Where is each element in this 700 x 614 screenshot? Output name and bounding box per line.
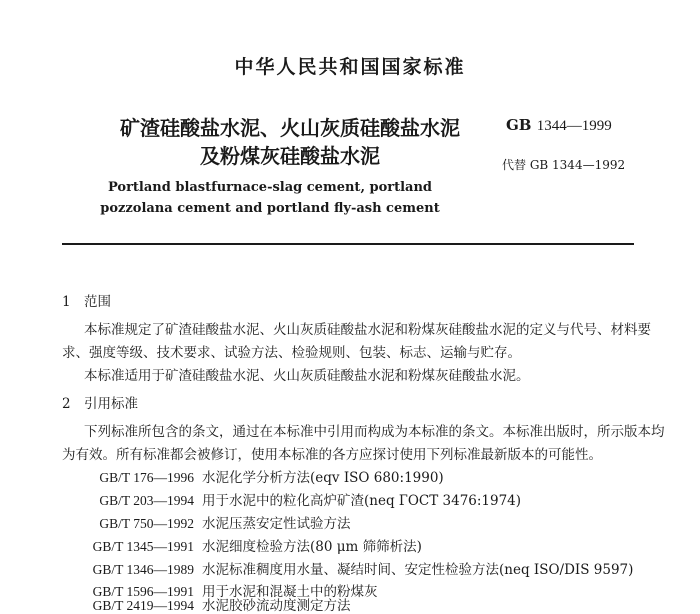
reference-code: GB/T 176—1996 [99,470,194,485]
reference-item [62,489,521,509]
reference-code: GB/T 1345—1991 [92,539,194,554]
section-2-para-line-1: 下列标准所包含的条文，通过在本标准中引用而构成为本标准的条文。本标准出版时，所示版本均 [84,424,665,440]
reference-item [62,512,351,532]
reference-item [62,558,633,578]
english-title-line-2: pozzolana cement and portland fly-ash cement [100,201,440,216]
reference-code: GB/T 1346—1989 [92,562,194,577]
english-title-line-1: Portland blastfurnace-slag cement, portland [107,180,433,195]
reference-code: GB/T 203—1994 [99,493,194,508]
section-2-title: 引用标准 [84,396,138,412]
document-title-line-2: 及粉煤灰硅酸盐水泥 [200,144,380,168]
section-1-number: 1 [62,294,71,310]
national-standard-header: 中华人民共和国国家标准 [234,56,466,78]
reference-title: 水泥标准稠度用水量、凝结时间、安定性检验方法(neq ISO/DIS 9597) [202,562,634,578]
reference-title: 水泥化学分析方法(eqv ISO 680:1990) [202,470,444,486]
header-divider [62,243,634,245]
replaces-note: 代替 GB 1344—1992 [502,158,626,172]
section-1-title: 范围 [84,294,111,310]
standard-number [506,116,612,135]
section-2-para-line-2: 为有效。所有标准都会被修订，使用本标准的各方应探讨使用下列标准最新版本的可能性。 [62,447,602,463]
reference-title: 用于水泥中的粒化高炉矿渣(neq ГОСТ 3476:1974) [202,493,522,509]
section-2-number: 2 [62,396,71,412]
document-title-line-1: 矿渣硅酸盐水泥、火山灰质硅酸盐水泥 [120,116,460,140]
section-2-heading [62,392,138,412]
standard-number-value: 1344—1999 [536,118,612,134]
section-1-para-2: 本标准适用于矿渣硅酸盐水泥、火山灰质硅酸盐水泥和粉煤灰硅酸盐水泥。 [84,368,530,384]
standard-prefix: GB [506,116,532,134]
reference-item [62,466,444,486]
section-1-heading [62,290,111,310]
reference-item [62,594,351,614]
reference-title: 水泥胶砂流动度测定方法 [202,598,351,614]
reference-title: 水泥细度检验方法(80 μm 筛筛析法) [202,539,422,555]
section-1-para-1-line-2: 求、强度等级、技术要求、试验方法、检验规则、包装、标志、运输与贮存。 [62,345,521,361]
reference-code: GB/T 750—1992 [99,516,194,531]
reference-title: 用于水泥和混凝土中的粉煤灰 [202,584,378,600]
reference-item [62,535,422,555]
reference-title: 水泥压蒸安定性试验方法 [202,516,351,532]
section-1-para-1-line-1: 本标准规定了矿渣硅酸盐水泥、火山灰质硅酸盐水泥和粉煤灰硅酸盐水泥的定义与代号、材料要 [84,322,651,338]
reference-code: GB/T 1596—1991 [92,584,194,599]
reference-code: GB/T 2419—1994 [92,598,194,613]
